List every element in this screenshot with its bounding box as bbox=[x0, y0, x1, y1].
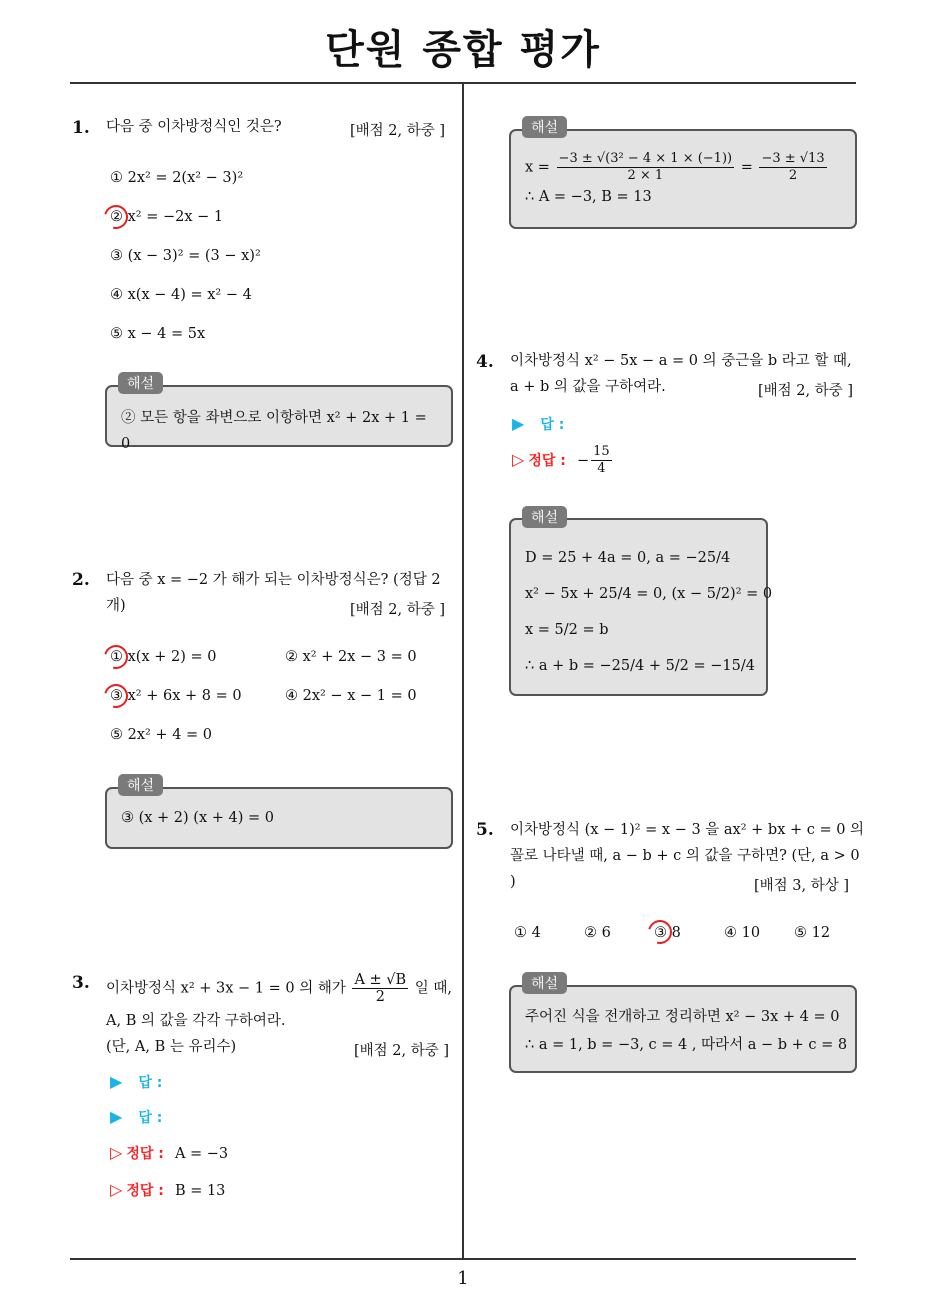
question-text-line1 bbox=[106, 972, 452, 1005]
x-label: x = bbox=[525, 159, 550, 176]
score-meta: [배점 3, 하상 ] bbox=[754, 878, 850, 894]
score-meta: [배점 2, 하중 ] bbox=[354, 1043, 450, 1059]
score-meta: [배점 2, 하중 ] bbox=[758, 383, 854, 399]
fraction-denominator: 2 bbox=[788, 168, 798, 183]
question-text-line2: 개) bbox=[106, 598, 126, 614]
fraction bbox=[557, 151, 735, 184]
fraction-denominator: 2 bbox=[375, 989, 385, 1005]
correct-answer-label: 정답 : bbox=[126, 1146, 164, 1162]
answer-mark-circle bbox=[100, 680, 133, 713]
correct-answer-value: A = −3 bbox=[174, 1146, 229, 1162]
fraction bbox=[759, 151, 826, 184]
answer-mark-circle bbox=[100, 641, 133, 674]
correct-answer-row-1 bbox=[110, 1143, 228, 1163]
triangle-outline-icon: ▷ bbox=[110, 1143, 123, 1162]
explanation-box bbox=[509, 985, 857, 1073]
explanation-line4: ∴ a + b = −25/4 + 5/2 = −15/4 bbox=[525, 658, 755, 674]
choice-3[interactable]: ③ x² + 6x + 8 = 0 bbox=[110, 688, 242, 704]
explanation-line1 bbox=[525, 151, 841, 184]
explanation-tag: 해설 bbox=[522, 972, 567, 994]
triangle-outline-icon: ▷ bbox=[110, 1180, 123, 1199]
answer-row-1 bbox=[110, 1072, 162, 1092]
explanation-tag: 해설 bbox=[522, 116, 567, 138]
explanation-line2: ∴ a = 1, b = −3, c = 4 , 따라서 a − b + c = 8 bbox=[525, 1037, 848, 1053]
answer-row-2 bbox=[110, 1107, 162, 1127]
answer-mark-circle bbox=[100, 201, 133, 234]
score-meta: [배점 2, 하중 ] bbox=[350, 602, 446, 618]
question-text-line3: (단, A, B 는 유리수) bbox=[106, 1039, 237, 1055]
choice-5[interactable]: ⑤ 2x² + 4 = 0 bbox=[110, 727, 213, 743]
triangle-filled-icon: ▶ bbox=[512, 414, 525, 433]
choice-1[interactable]: ① 4 bbox=[514, 925, 541, 941]
explanation-box bbox=[105, 787, 453, 849]
equals-sign: = bbox=[740, 159, 753, 176]
correct-answer-label: 정답 : bbox=[126, 1183, 164, 1199]
question-text-line3: ) bbox=[510, 874, 516, 890]
choice-5[interactable]: ⑤ x − 4 = 5x bbox=[110, 326, 206, 342]
explanation-line1: 주어진 식을 전개하고 정리하면 x² − 3x + 4 = 0 bbox=[525, 1009, 840, 1025]
answer-sign: − bbox=[576, 453, 590, 469]
choice-4[interactable]: ④ x(x − 4) = x² − 4 bbox=[110, 287, 252, 303]
fraction-numerator: A ± √B bbox=[354, 972, 407, 988]
fraction-numerator: 15 bbox=[593, 444, 610, 459]
question-number: 1. bbox=[72, 118, 90, 138]
question-text-line1: 다음 중 x = −2 가 해가 되는 이차방정식은? (정답 2 bbox=[106, 572, 441, 588]
explanation-line2: x² − 5x + 25/4 = 0, (x − 5/2)² = 0 bbox=[525, 586, 773, 602]
choice-4[interactable]: ④ 2x² − x − 1 = 0 bbox=[285, 688, 417, 704]
correct-answer-row-2 bbox=[110, 1180, 225, 1200]
explanation-tag: 해설 bbox=[522, 506, 567, 528]
explanation-line2: ∴ A = −3, B = 13 bbox=[525, 189, 652, 205]
choice-2[interactable]: ② x² + 2x − 3 = 0 bbox=[285, 649, 417, 665]
answer-mark-circle bbox=[644, 916, 677, 949]
explanation-line3: x = 5/2 = b bbox=[525, 622, 609, 638]
question-number: 4. bbox=[476, 352, 494, 372]
explanation-box bbox=[105, 385, 453, 452]
answer-row bbox=[512, 414, 564, 434]
choice-1[interactable]: ① x(x + 2) = 0 bbox=[110, 649, 217, 665]
page-title: 단원 종합 평가 bbox=[325, 27, 601, 73]
question-text-part: 일 때, bbox=[414, 980, 453, 997]
explanation-line1: D = 25 + 4a = 0, a = −25/4 bbox=[525, 550, 731, 566]
question-text-line1: 이차방정식 (x − 1)² = x − 3 을 ax² + bx + c = 0 의 bbox=[510, 822, 865, 838]
question-text-line2: a + b 의 값을 구하여라. bbox=[510, 379, 666, 395]
fraction-numerator: −3 ± √(3² − 4 × 1 × (−1)) bbox=[558, 151, 733, 166]
question-number: 2. bbox=[72, 570, 90, 590]
score-meta: [배점 2, 하중 ] bbox=[350, 123, 446, 139]
question-text: 다음 중 이차방정식인 것은? bbox=[106, 119, 282, 135]
explanation-tag: 해설 bbox=[118, 372, 163, 394]
fraction bbox=[352, 972, 408, 1005]
question-text-line2: A, B 의 값을 각각 구하여라. bbox=[106, 1013, 286, 1029]
explanation-box-q3 bbox=[509, 129, 857, 229]
triangle-outline-icon: ▷ bbox=[512, 450, 525, 469]
correct-answer-value: B = 13 bbox=[174, 1183, 226, 1199]
column-divider bbox=[462, 84, 464, 1259]
explanation-text: ② 모든 항을 좌변으로 이항하면 x² + 2x + 1 = 0 bbox=[121, 410, 427, 452]
choice-3[interactable]: ③ (x − 3)² = (3 − x)² bbox=[110, 248, 261, 264]
question-number: 5. bbox=[476, 820, 494, 840]
question-number: 3. bbox=[72, 973, 90, 993]
triangle-filled-icon: ▶ bbox=[110, 1107, 123, 1126]
explanation-box bbox=[509, 518, 773, 696]
answer-label: 답 : bbox=[138, 1110, 163, 1126]
question-text-line2: 꼴로 나타낼 때, a − b + c 의 값을 구하면? (단, a > 0 bbox=[510, 848, 860, 864]
answer-label: 답 : bbox=[540, 417, 565, 433]
question-text-line1: 이차방정식 x² − 5x − a = 0 의 중근을 b 라고 할 때, bbox=[510, 353, 852, 369]
answer-label: 답 : bbox=[138, 1075, 163, 1091]
choice-5[interactable]: ⑤ 12 bbox=[794, 925, 831, 941]
question-text-part: 이차방정식 x² + 3x − 1 = 0 의 해가 bbox=[106, 980, 346, 997]
choice-3[interactable]: ③ 8 bbox=[654, 925, 681, 941]
correct-answer-row bbox=[512, 444, 614, 477]
explanation-tag: 해설 bbox=[118, 774, 163, 796]
fraction-denominator: 4 bbox=[597, 461, 606, 476]
correct-answer-label: 정답 : bbox=[528, 453, 566, 469]
explanation-text: ③ (x + 2) (x + 4) = 0 bbox=[121, 810, 274, 826]
choice-4[interactable]: ④ 10 bbox=[724, 925, 761, 941]
fraction-denominator: 2 × 1 bbox=[627, 168, 664, 183]
choice-2[interactable]: ② 6 bbox=[584, 925, 611, 941]
choice-1[interactable]: ① 2x² = 2(x² − 3)² bbox=[110, 170, 244, 186]
bottom-divider bbox=[70, 1258, 856, 1260]
fraction-numerator: −3 ± √13 bbox=[761, 151, 825, 166]
page-number: 1 bbox=[457, 1268, 469, 1289]
triangle-filled-icon: ▶ bbox=[110, 1072, 123, 1091]
choice-2[interactable]: ② x² = −2x − 1 bbox=[110, 209, 224, 225]
answer-fraction bbox=[591, 444, 612, 477]
